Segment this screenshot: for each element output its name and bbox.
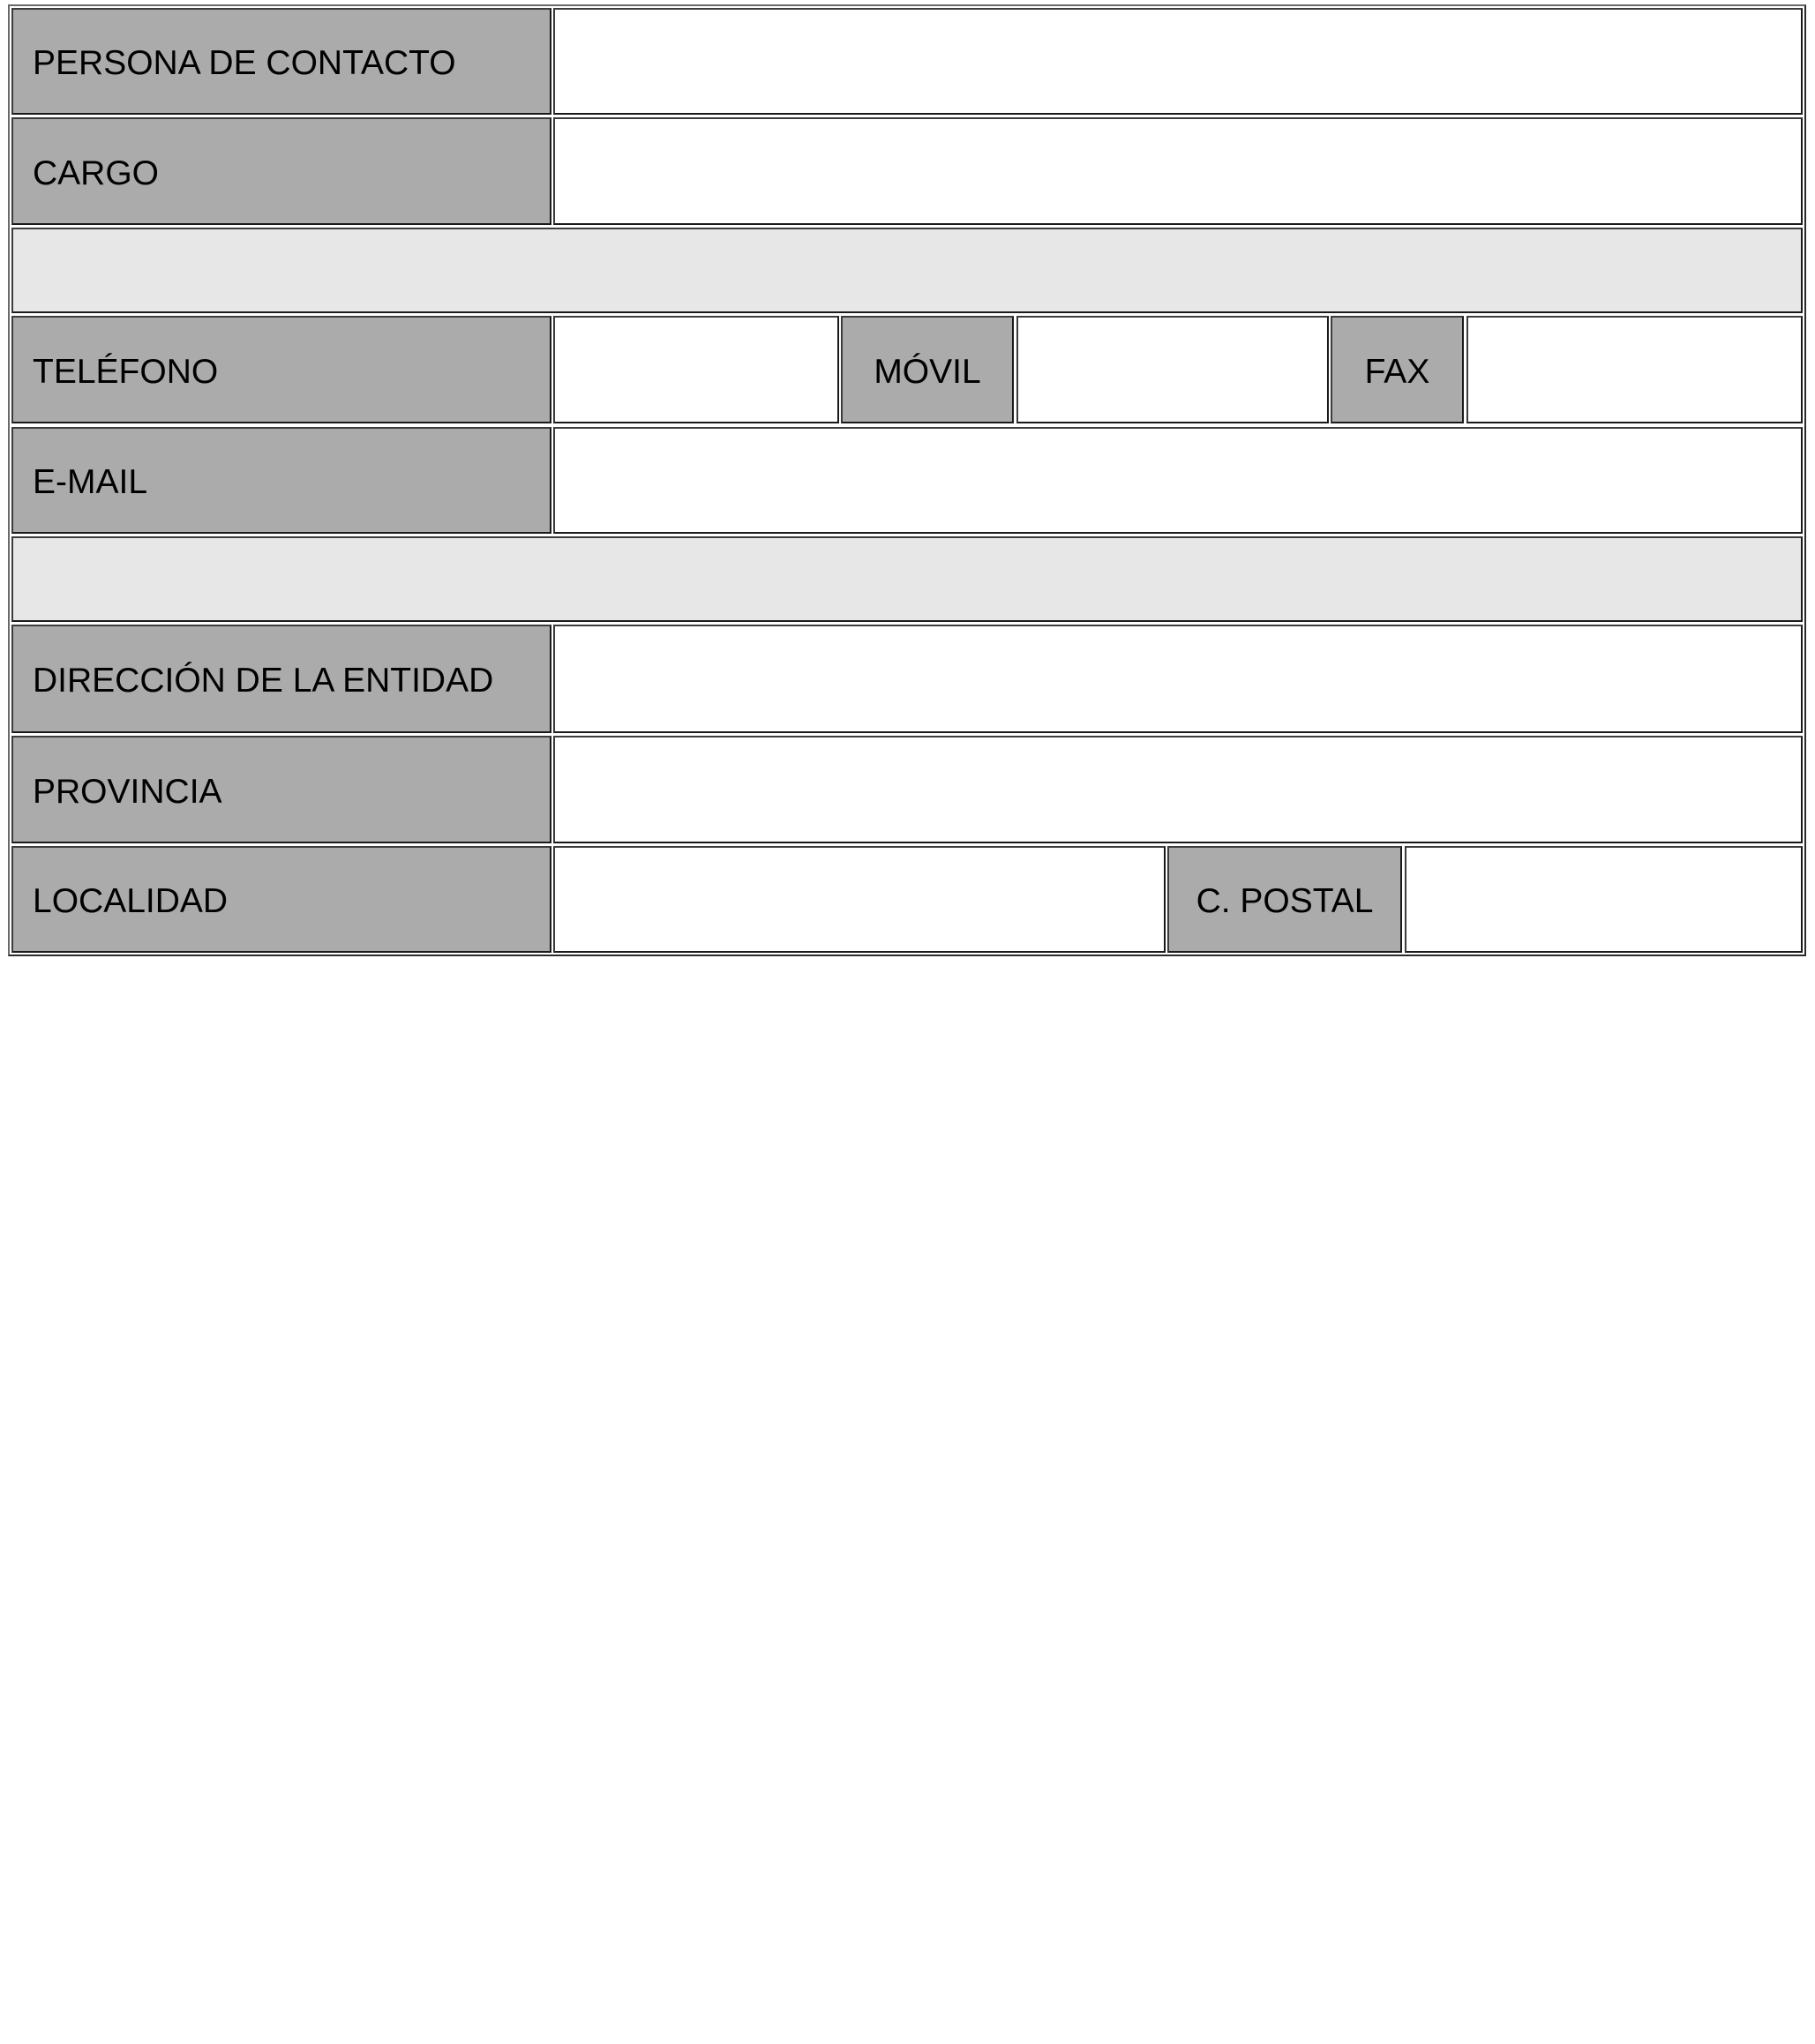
email-label (11, 427, 551, 534)
mobile-label (841, 316, 1014, 423)
postal-code-label (1167, 846, 1402, 953)
locality-label-text: LOCALIDAD (33, 882, 229, 920)
contact-person-label (11, 8, 551, 115)
section-divider (11, 228, 1803, 313)
phone-field[interactable] (553, 316, 839, 423)
address-field[interactable] (553, 625, 1803, 733)
postal-code-field[interactable] (1405, 846, 1803, 953)
phone-label-text: TELÉFONO (33, 352, 219, 391)
fax-label-text: FAX (1364, 352, 1430, 391)
email-field[interactable] (553, 427, 1803, 534)
locality-label (11, 846, 551, 953)
address-label-text: DIRECCIÓN DE LA ENTIDAD (33, 662, 494, 700)
position-field[interactable] (553, 117, 1803, 225)
mobile-label-text: MÓVIL (874, 352, 981, 391)
province-label-text: PROVINCIA (33, 772, 222, 811)
mobile-field[interactable] (1016, 316, 1329, 423)
locality-field[interactable] (553, 846, 1166, 953)
email-label-text: E-MAIL (33, 463, 148, 501)
address-label (11, 625, 551, 733)
fax-label (1331, 316, 1464, 423)
section-divider (11, 536, 1803, 622)
contact-person-label-text: PERSONA DE CONTACTO (33, 44, 456, 82)
position-label-text: CARGO (33, 153, 160, 192)
phone-label (11, 316, 551, 423)
fax-field[interactable] (1466, 316, 1803, 423)
province-field[interactable] (553, 736, 1803, 843)
postal-code-label-text: C. POSTAL (1196, 882, 1374, 920)
contact-person-field[interactable] (553, 8, 1803, 115)
province-label (11, 736, 551, 843)
position-label (11, 117, 551, 225)
